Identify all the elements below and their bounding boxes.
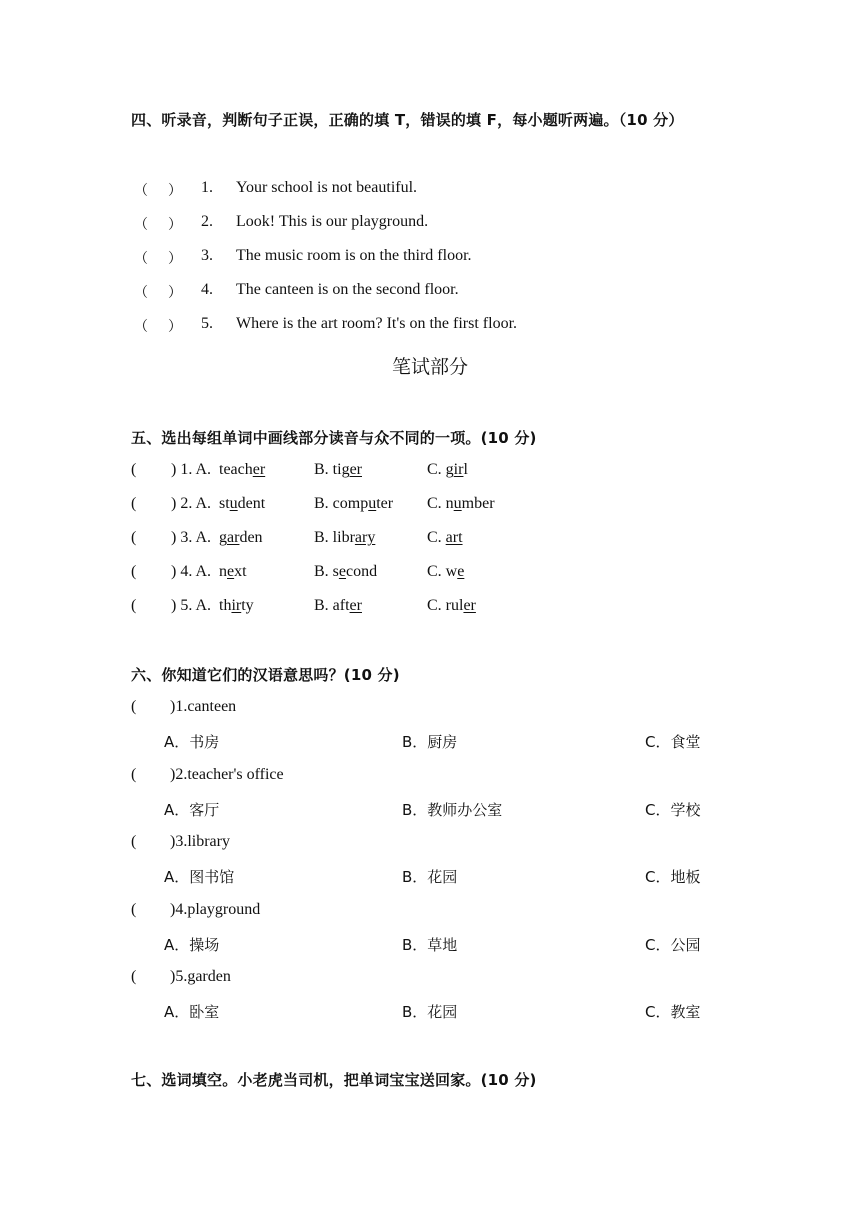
row-number: ) 4. A. — [171, 563, 211, 580]
option-a-word: teacher — [219, 461, 266, 478]
option-c-word: C. art — [427, 529, 463, 546]
option-b: B．草地 — [402, 935, 458, 954]
answer-paren-open: ( — [131, 900, 137, 918]
answer-paren-open: （ — [134, 285, 148, 301]
answer-paren-close: ） — [168, 319, 182, 335]
answer-paren-open: ( — [131, 698, 137, 715]
section4-heading: 四、听录音，判断句子正误，正确的填 T，错误的填 F，每小题听两遍。（10 分） — [131, 111, 684, 129]
answer-paren-close: ） — [168, 251, 182, 267]
answer-paren-open: ( — [131, 529, 137, 546]
item-sentence: The music room is on the third floor. — [236, 247, 472, 264]
section7-heading: 七、选词填空。小老虎当司机，把单词宝宝送回家。(10 分) — [131, 1071, 537, 1089]
written-section-title: 笔试部分 — [391, 356, 468, 378]
option-b-word: B. library — [314, 529, 376, 546]
item-sentence: Where is the art room? It's on the first floor. — [236, 315, 518, 332]
option-a: A．客厅 — [164, 800, 220, 819]
row-number: ) 1. A. — [171, 461, 211, 478]
answer-paren-open: ( — [131, 461, 137, 478]
option-b-word: B. after — [314, 597, 362, 614]
option-a: A．卧室 — [164, 1003, 220, 1021]
row-number: ) 2. A. — [171, 495, 211, 512]
question-word: )1.canteen — [170, 698, 237, 715]
question-word: )4.playground — [170, 900, 261, 918]
option-c: C．教室 — [645, 1003, 701, 1021]
answer-paren-close: ） — [168, 217, 182, 233]
answer-paren-close: ） — [168, 285, 182, 301]
question-word: )5.garden — [170, 968, 231, 985]
section5-heading: 五、选出每组单词中画线部分读音与众不同的一项。(10 分) — [131, 429, 537, 447]
item-sentence: Your school is not beautiful. — [236, 179, 418, 196]
option-a-word: student — [219, 495, 266, 512]
question-word: )3.library — [170, 833, 230, 850]
answer-paren-open: ( — [131, 495, 137, 512]
option-c-word: C. number — [427, 495, 495, 512]
option-a-word: garden — [219, 529, 263, 546]
option-a-word: next — [219, 563, 247, 580]
option-c-word: C. ruler — [427, 597, 476, 614]
option-a: A．操场 — [164, 935, 220, 954]
option-b: B．花园 — [402, 1003, 458, 1021]
question-word: )2.teacher's office — [170, 765, 284, 783]
item-number: 2. — [201, 213, 213, 230]
option-c-word: C. girl — [427, 461, 468, 478]
option-b-word: B. second — [314, 563, 378, 580]
option-b: B．教师办公室 — [402, 800, 503, 819]
answer-paren-open: （ — [134, 217, 148, 233]
row-number: ) 3. A. — [171, 529, 211, 546]
answer-paren-open: ( — [131, 833, 137, 850]
option-b: B．花园 — [402, 868, 458, 886]
answer-paren-open: ( — [131, 597, 137, 614]
option-a: A．图书馆 — [164, 868, 235, 886]
item-sentence: Look! This is our playground. — [236, 213, 429, 230]
option-b-word: B. computer — [314, 495, 394, 512]
row-number: ) 5. A. — [171, 597, 211, 614]
answer-paren-close: ） — [168, 183, 182, 199]
option-c: C．地板 — [645, 868, 701, 886]
item-number: 4. — [201, 281, 213, 298]
answer-paren-open: ( — [131, 968, 137, 985]
option-b: B．厨房 — [402, 733, 458, 751]
option-b-word: B. tiger — [314, 461, 362, 478]
answer-paren-open: （ — [134, 319, 148, 335]
option-c: C．食堂 — [645, 733, 701, 751]
option-c: C．学校 — [645, 800, 701, 819]
item-number: 1. — [201, 179, 213, 196]
answer-paren-open: ( — [131, 765, 137, 783]
item-sentence: The canteen is on the second floor. — [236, 281, 459, 298]
section6-heading: 六、你知道它们的汉语意思吗？(10 分) — [131, 666, 400, 684]
item-number: 5. — [201, 315, 213, 332]
answer-paren-open: （ — [134, 183, 148, 199]
option-c-word: C. we — [427, 563, 465, 580]
answer-paren-open: ( — [131, 563, 137, 580]
option-a: A．书房 — [164, 733, 220, 751]
option-c: C．公园 — [645, 935, 701, 954]
answer-paren-open: （ — [134, 251, 148, 267]
item-number: 3. — [201, 247, 213, 264]
option-a-word: thirty — [219, 597, 254, 614]
